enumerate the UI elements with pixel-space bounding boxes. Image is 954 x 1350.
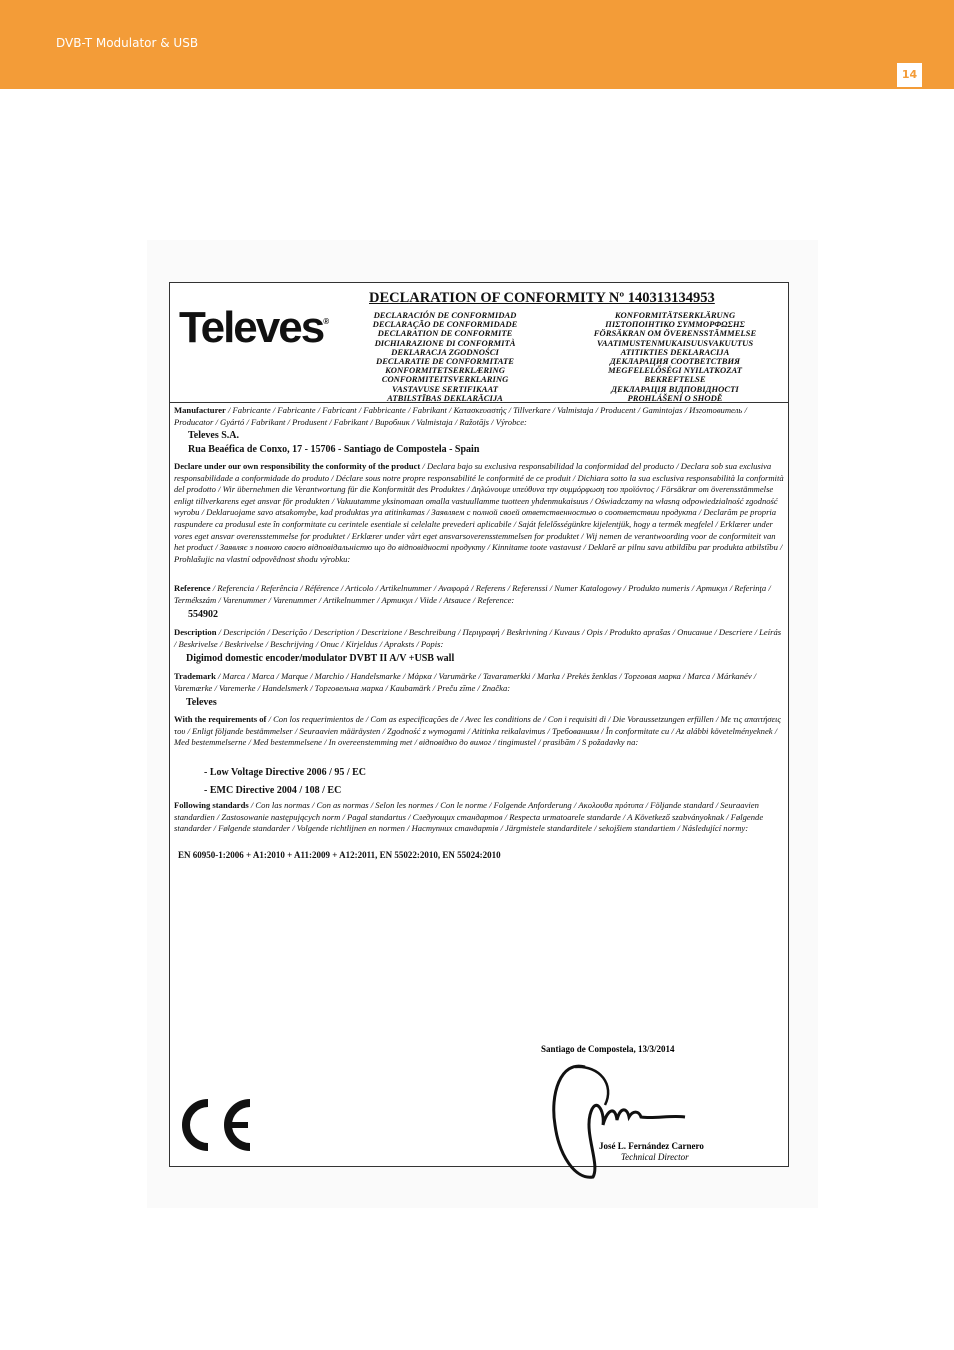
trademark-value: Televes xyxy=(186,697,217,708)
manufacturer-name: Televes S.A. xyxy=(188,430,240,441)
place-date: Santiago de Compostela, 13/3/2014 xyxy=(541,1044,675,1054)
page-header xyxy=(0,0,954,89)
declaration-frame xyxy=(169,282,789,1167)
declare-section: Declare under our own responsibility the conformity of the product / Declara bajo su exclusiva responsabilidad la conformidad del producto / Declara sob sua exclusiva responsabilidade a conformidade do produto / Déclare sous notre propre responsabilité le conformité de ce produit / Dichiara sotto la sua esclusiva responsabilità la conformità del prodotto / Wir übernehmen die Verantwortung für die Konformität des Produktes / Δηλώνουμε υπεύθυνα την συμμόρφωση του προϊόντος / Försäkrar om överensstämmelse enligt tillverkarens eget ansvar för produkten / Vakuutamme yksinomaan omalla vastuullamme tuotteen yhdenmukaisuus / Oświadczamy na własną odpowiedzialność zgodność wyrobu / Deklaruojame savo atsakomybe, kad produktas yra atitinkamas / Заявляем с полной своей ответственностью о соответствии продукта / Declarăm pe propria raspundere ca produsul este în conformitate cu cerintele esentiale si celelalte prevederi aplicabile / Saját felelősségünkre kijelentjük, hogy a termék megfelel / Erklærer under vores eget ansvar overensstemmelse for produktet / Erklærer under vårt eget ansvarsoverensstemmelsen for produktet / Wij nemen de verantwoording voor de conformiteit van het product / Заявляє з повною своєю відповідальністю що до відповідності продукту / Kinnitame toote vastavust / Deklarē ar pilnu savu atbildību par produkta atbilstību / Prohlašujic na vlastní odpovědnost shodu výrobku: xyxy=(174,461,784,564)
title-translations-left: DECLARACIÓN DE CONFORMIDAD DECLARAÇÃO DE CONFORMIDADE DECLARATION DE CONFORMITE DICHIARAZIONE DI CONFORMITÀ DEKLARACJA ZGODNOŚCI DECLARATIE DE CONFORMITATE KONFORMITETSERKLÆRING CONFORMITEITSVERKLARING VASTAVUSE SERTIFIKAAT ATBILSTĪBAS DEKLARĀCIJA xyxy=(372,310,518,403)
description-section: Description / Descripción / Descrição / Description / Descrizione / Beschreibung / Περιγραφή / Beskrivning / Kuvaus / Opis / Produkto aprašas / Описание / Descriere / Leírás / Beskrivelse / Beskrivelse / Beschrijving / Опис / Kirjeldus / Apraksts / Popis: xyxy=(174,627,782,649)
signatory-role: Technical Director xyxy=(621,1152,689,1162)
header-title: DVB-T Modulator & USB xyxy=(56,36,199,50)
title-translations-right: KONFORMITÄTSERKLÄRUNG ΠΙΣΤΟΠΟΙΗΤΙΚΟ ΣΥΜΜΟΡΦΩΣΗΣ FÖRSÄKRAN OM ÖVERENSSTÄMMELSE VAATIMUSTENMUKAISUUSVAKUUTUS ATITIKTIES DEKLARACIJA ДЕКЛАРАЦИЯ СООТВЕТСТВИЯ MEGFELELŐSÉGI NYILATKOZAT BEKREFTELSE ДЕКЛАРАЦІЯ ВІДПОВІДНОСТІ PROHLÁŠENÍ O SHODĚ xyxy=(593,310,757,403)
reference-value: 554902 xyxy=(188,609,218,620)
signature-image xyxy=(545,1055,695,1185)
signatory-name: José L. Fernández Carnero xyxy=(599,1141,704,1151)
manufacturer-address: Rua Beaéfica de Conxo, 17 - 15706 - Santiago de Compostela - Spain xyxy=(188,444,480,455)
standards-value: EN 60950-1:2006 + A1:2010 + A11:2009 + A12:2011, EN 55022:2010, EN 55024:2010 xyxy=(178,850,501,860)
title-box xyxy=(170,283,788,403)
manufacturer-section: Manufacturer / Fabricante / Fabricante / Fabricant / Fabbricante / Fabrikant / Κατασκευαστής / Tillverkare / Valmistaja / Producent / Gamintojas / Изготовитель / Producator / Gyártó / Fabrikant / Produsent / Fabrikant / Виробник / Valmistaja / Ražotājs / Výrobce: xyxy=(174,405,747,427)
televes-logo: Televes® xyxy=(179,303,330,352)
trademark-section: Trademark / Marca / Marca / Marque / Marchio / Handelsmarke / Μάρκα / Varumärke / Tavaramerkki / Marka / Prekės ženklas / Торговая марка / Marca / Márkanév / Varemærke / Varemerke / Handelsmerk / Торговельна марка / Kaubamärk / Preču zīme / Značka: xyxy=(174,671,757,693)
directive-emc: - EMC Directive 2004 / 108 / EC xyxy=(204,785,342,796)
standards-section: Following standards / Con las normas / Con as normas / Selon les normes / Con le norme / Folgende Anforderung / Ακολουθα πρότυπα / Följande standard / Seuraavien standardien / Zastosowanie następujących norm / Pagal standartus / Следующих стандартов / Respecta urmatoarele standarde / A Következő szabványoknak / Følgende standarder / Følgende standarder / Volgende richtlijnen en normen / Наступних стандартів / Järgmistele standarditele / sekojšiem standartiem / Následující normy: xyxy=(174,800,764,834)
ce-mark-icon xyxy=(172,1093,256,1157)
reference-section: Reference / Referencia / Referência / Référence / Articolo / Artikelnummer / Αναφορά / Referens / Referenssi / Numer Katalogowy / Produkto numeris / Артикул / Referinţa / Termékszám / Varenummer / Varenummer / Artikelnummer / Артикул / Viide / Atsauce / Reference: xyxy=(174,583,771,605)
directive-low-voltage: - Low Voltage Directive 2006 / 95 / EC xyxy=(204,767,367,778)
description-value: Digimod domestic encoder/modulator DVBT II A/V +USB wall xyxy=(186,653,455,664)
requirements-section: With the requirements of / Con los requerimientos de / Com as especificações de / Avec les conditions de / Con i requisiti di / Die Voraussetzungen erfüllen / Με τις απαιτήσεις του / Enligt följande bestämmelser / Seuraavien määräysten / Zgodność z wymogami / Atitinka reikalavimus / Требованиям / În conformitate cu / Az alábbi követelményeknek / Med bestemmelserne / Med bestemmelsene / In overeenstemming met / відповідно до вимог / tingimustel / prasibām / S požadavky na: xyxy=(174,714,781,748)
page-number: 14 xyxy=(897,63,922,87)
declaration-title: DECLARATION OF CONFORMITY Nº 140313134953 xyxy=(369,290,715,306)
